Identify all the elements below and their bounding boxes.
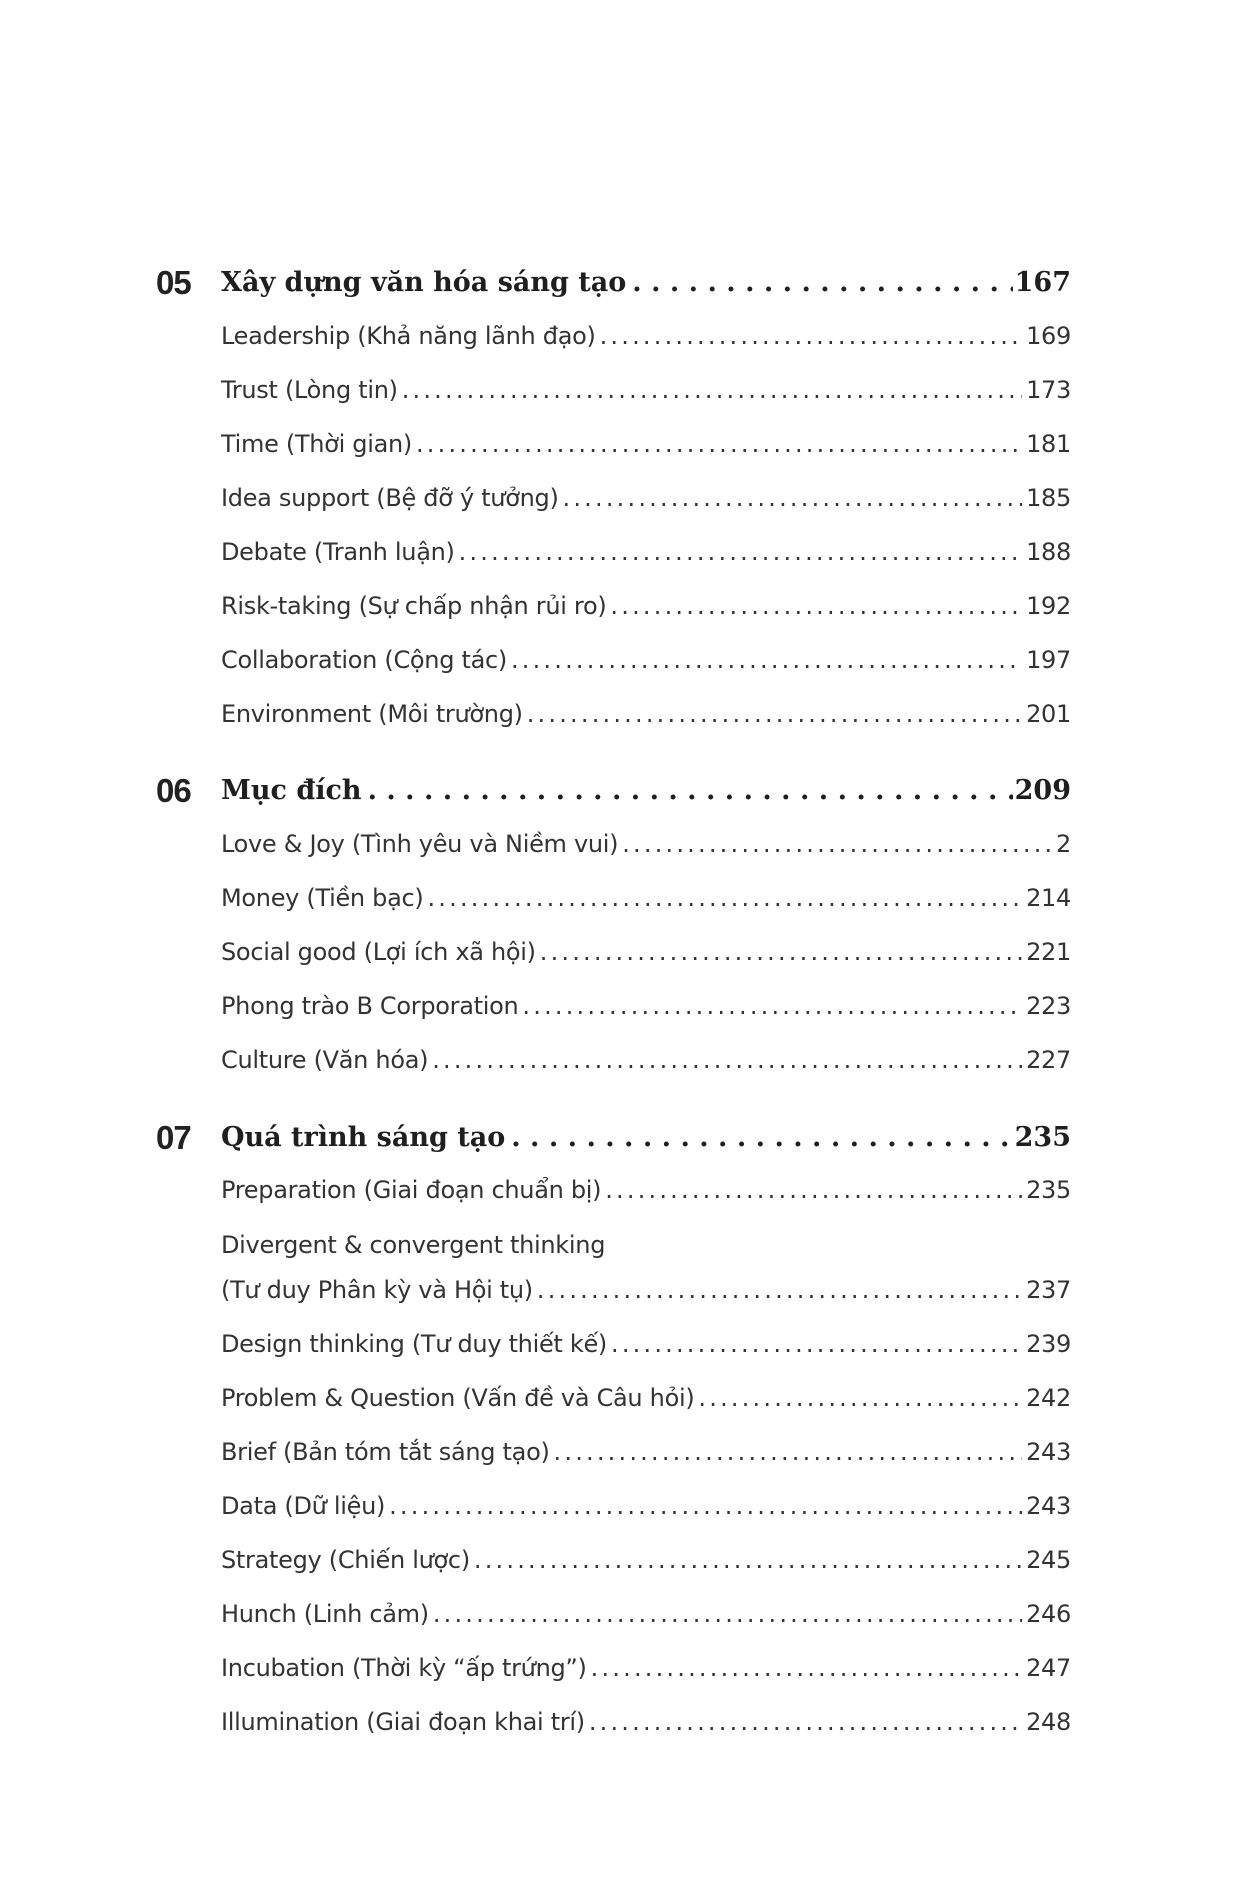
entry-title: Money (Tiền bạc): [221, 884, 424, 912]
entry-title: Brief (Bản tóm tắt sáng tạo): [221, 1438, 550, 1466]
entry-title: Design thinking (Tư duy thiết kế): [221, 1330, 607, 1358]
toc-entry[interactable]: [221, 1324, 1071, 1364]
entry-title: Trust (Lòng tin): [221, 376, 398, 404]
chapter-title: Xây dựng văn hóa sáng tạo: [221, 267, 627, 298]
chapter-title-line: [221, 1116, 1071, 1160]
chapter-number: 07: [156, 1119, 191, 1156]
entry-title: Collaboration (Cộng tác): [221, 646, 507, 674]
dot-leader: [402, 370, 1022, 410]
entry-page-number: 188: [1026, 538, 1071, 566]
dot-leader: [389, 1486, 1022, 1526]
dot-leader: [554, 1432, 1023, 1472]
chapter-title: Mục đích: [221, 775, 362, 806]
dot-leader: [432, 1040, 1022, 1080]
entry-page-number: 201: [1026, 700, 1071, 728]
toc-entry[interactable]: [221, 1702, 1071, 1742]
toc-entry[interactable]: [221, 1432, 1071, 1472]
entry-page-number: 173: [1026, 376, 1071, 404]
entry-page-number: 227: [1026, 1046, 1071, 1074]
dot-leader: [474, 1540, 1022, 1580]
dot-leader: [698, 1378, 1022, 1418]
entry-title: Social good (Lợi ích xã hội): [221, 938, 536, 966]
entry-page-number: 237: [1026, 1276, 1071, 1304]
chapter-number: 06: [156, 772, 191, 809]
entry-title: Data (Dữ liệu): [221, 1492, 386, 1520]
chapter-heading[interactable]: [156, 261, 1071, 305]
dot-leader: [610, 586, 1022, 626]
toc-entry[interactable]: [221, 824, 1071, 864]
dot-leader: [368, 769, 1013, 813]
chapter-heading[interactable]: [156, 1116, 1071, 1160]
dot-leader: [511, 1116, 1012, 1160]
entry-title: Incubation (Thời kỳ “ấp trứng”): [221, 1654, 587, 1682]
entry-page-number: 246: [1026, 1600, 1071, 1628]
toc-entry[interactable]: [221, 1594, 1071, 1634]
entry-title: Strategy (Chiến lược): [221, 1546, 470, 1574]
chapter-heading[interactable]: [156, 769, 1071, 813]
entry-page-number: 214: [1026, 884, 1071, 912]
chapter-title-line: [221, 261, 1071, 305]
dot-leader: [600, 316, 1022, 356]
entry-page-number: 248: [1026, 1708, 1071, 1736]
toc-entry[interactable]: [221, 1540, 1071, 1580]
toc-entry[interactable]: [221, 532, 1071, 572]
chapter-title-line: [221, 769, 1071, 813]
toc-entry[interactable]: [221, 694, 1071, 734]
dot-leader: [527, 694, 1022, 734]
entry-title: Debate (Tranh luận): [221, 538, 455, 566]
toc-entry[interactable]: [221, 1040, 1071, 1080]
chapter-page-number: 235: [1014, 1122, 1071, 1153]
toc-entry[interactable]: [221, 1170, 1071, 1210]
entry-title: (Tư duy Phân kỳ và Hội tụ): [221, 1276, 533, 1304]
entry-page-number: 223: [1026, 992, 1071, 1020]
entry-title: Leadership (Khả năng lãnh đạo): [221, 322, 596, 350]
chapter-title: Quá trình sáng tạo: [221, 1122, 506, 1153]
toc-entry[interactable]: [221, 932, 1071, 972]
entry-title: Phong trào B Corporation: [221, 992, 519, 1020]
toc-entry[interactable]: [221, 370, 1071, 410]
dot-leader: [540, 932, 1022, 972]
entry-page-number: 235: [1026, 1176, 1071, 1204]
entry-page-number: 242: [1026, 1384, 1071, 1412]
dot-leader: [433, 1594, 1022, 1634]
entry-title: Preparation (Giai đoạn chuẩn bị): [221, 1176, 602, 1204]
dot-leader: [459, 532, 1023, 572]
dot-leader: [611, 1324, 1022, 1364]
chapter-page-number: 209: [1014, 775, 1071, 806]
dot-leader: [563, 478, 1023, 518]
toc-entry[interactable]: [221, 1648, 1071, 1688]
toc-entry-first-line[interactable]: Divergent & convergent thinking: [221, 1231, 606, 1259]
dot-leader: [632, 261, 1012, 305]
entry-page-number: 185: [1026, 484, 1071, 512]
toc-entry[interactable]: [221, 1486, 1071, 1526]
entry-page-number: 239: [1026, 1330, 1071, 1358]
dot-leader: [591, 1648, 1022, 1688]
entry-title: Love & Joy (Tình yêu và Niềm vui): [221, 830, 619, 858]
dot-leader: [605, 1170, 1022, 1210]
entry-title: Risk-taking (Sự chấp nhận rủi ro): [221, 592, 607, 620]
toc-entry[interactable]: [221, 316, 1071, 356]
toc-entry[interactable]: [221, 478, 1071, 518]
entry-page-number: 181: [1026, 430, 1071, 458]
toc-entry[interactable]: [221, 986, 1071, 1026]
entry-page-number: 197: [1026, 646, 1071, 674]
toc-entry[interactable]: [221, 1378, 1071, 1418]
entry-page-number: 221: [1026, 938, 1071, 966]
toc-entry[interactable]: [221, 640, 1071, 680]
entry-title: Environment (Môi trường): [221, 700, 523, 728]
toc-entry[interactable]: [221, 586, 1071, 626]
entry-page-number: 245: [1026, 1546, 1071, 1574]
entry-page-number: 192: [1026, 592, 1071, 620]
chapter-number: 05: [156, 264, 191, 301]
entry-title: Hunch (Linh cảm): [221, 1600, 429, 1628]
entry-page-number: 243: [1026, 1438, 1071, 1466]
entry-title: Idea support (Bệ đỡ ý tưởng): [221, 484, 559, 512]
entry-page-number: 247: [1026, 1654, 1071, 1682]
entry-page-number: 243: [1026, 1492, 1071, 1520]
entry-title: Culture (Văn hóa): [221, 1046, 429, 1074]
dot-leader: [511, 640, 1022, 680]
dot-leader: [589, 1702, 1022, 1742]
dot-leader: [427, 878, 1022, 918]
toc-entry[interactable]: [221, 878, 1071, 918]
dot-leader: [522, 986, 1022, 1026]
dot-leader: [622, 824, 1052, 864]
entry-page-number: 2: [1056, 830, 1071, 858]
entry-page-number: 169: [1026, 322, 1071, 350]
dot-leader: [416, 424, 1022, 464]
toc-entry[interactable]: [221, 424, 1071, 464]
entry-title: Problem & Question (Vấn đề và Câu hỏi): [221, 1384, 695, 1412]
entry-title: Time (Thời gian): [221, 430, 412, 458]
toc-entry[interactable]: [221, 1270, 1071, 1310]
dot-leader: [537, 1270, 1022, 1310]
chapter-page-number: 167: [1014, 267, 1071, 298]
entry-title: Illumination (Giai đoạn khai trí): [221, 1708, 585, 1736]
